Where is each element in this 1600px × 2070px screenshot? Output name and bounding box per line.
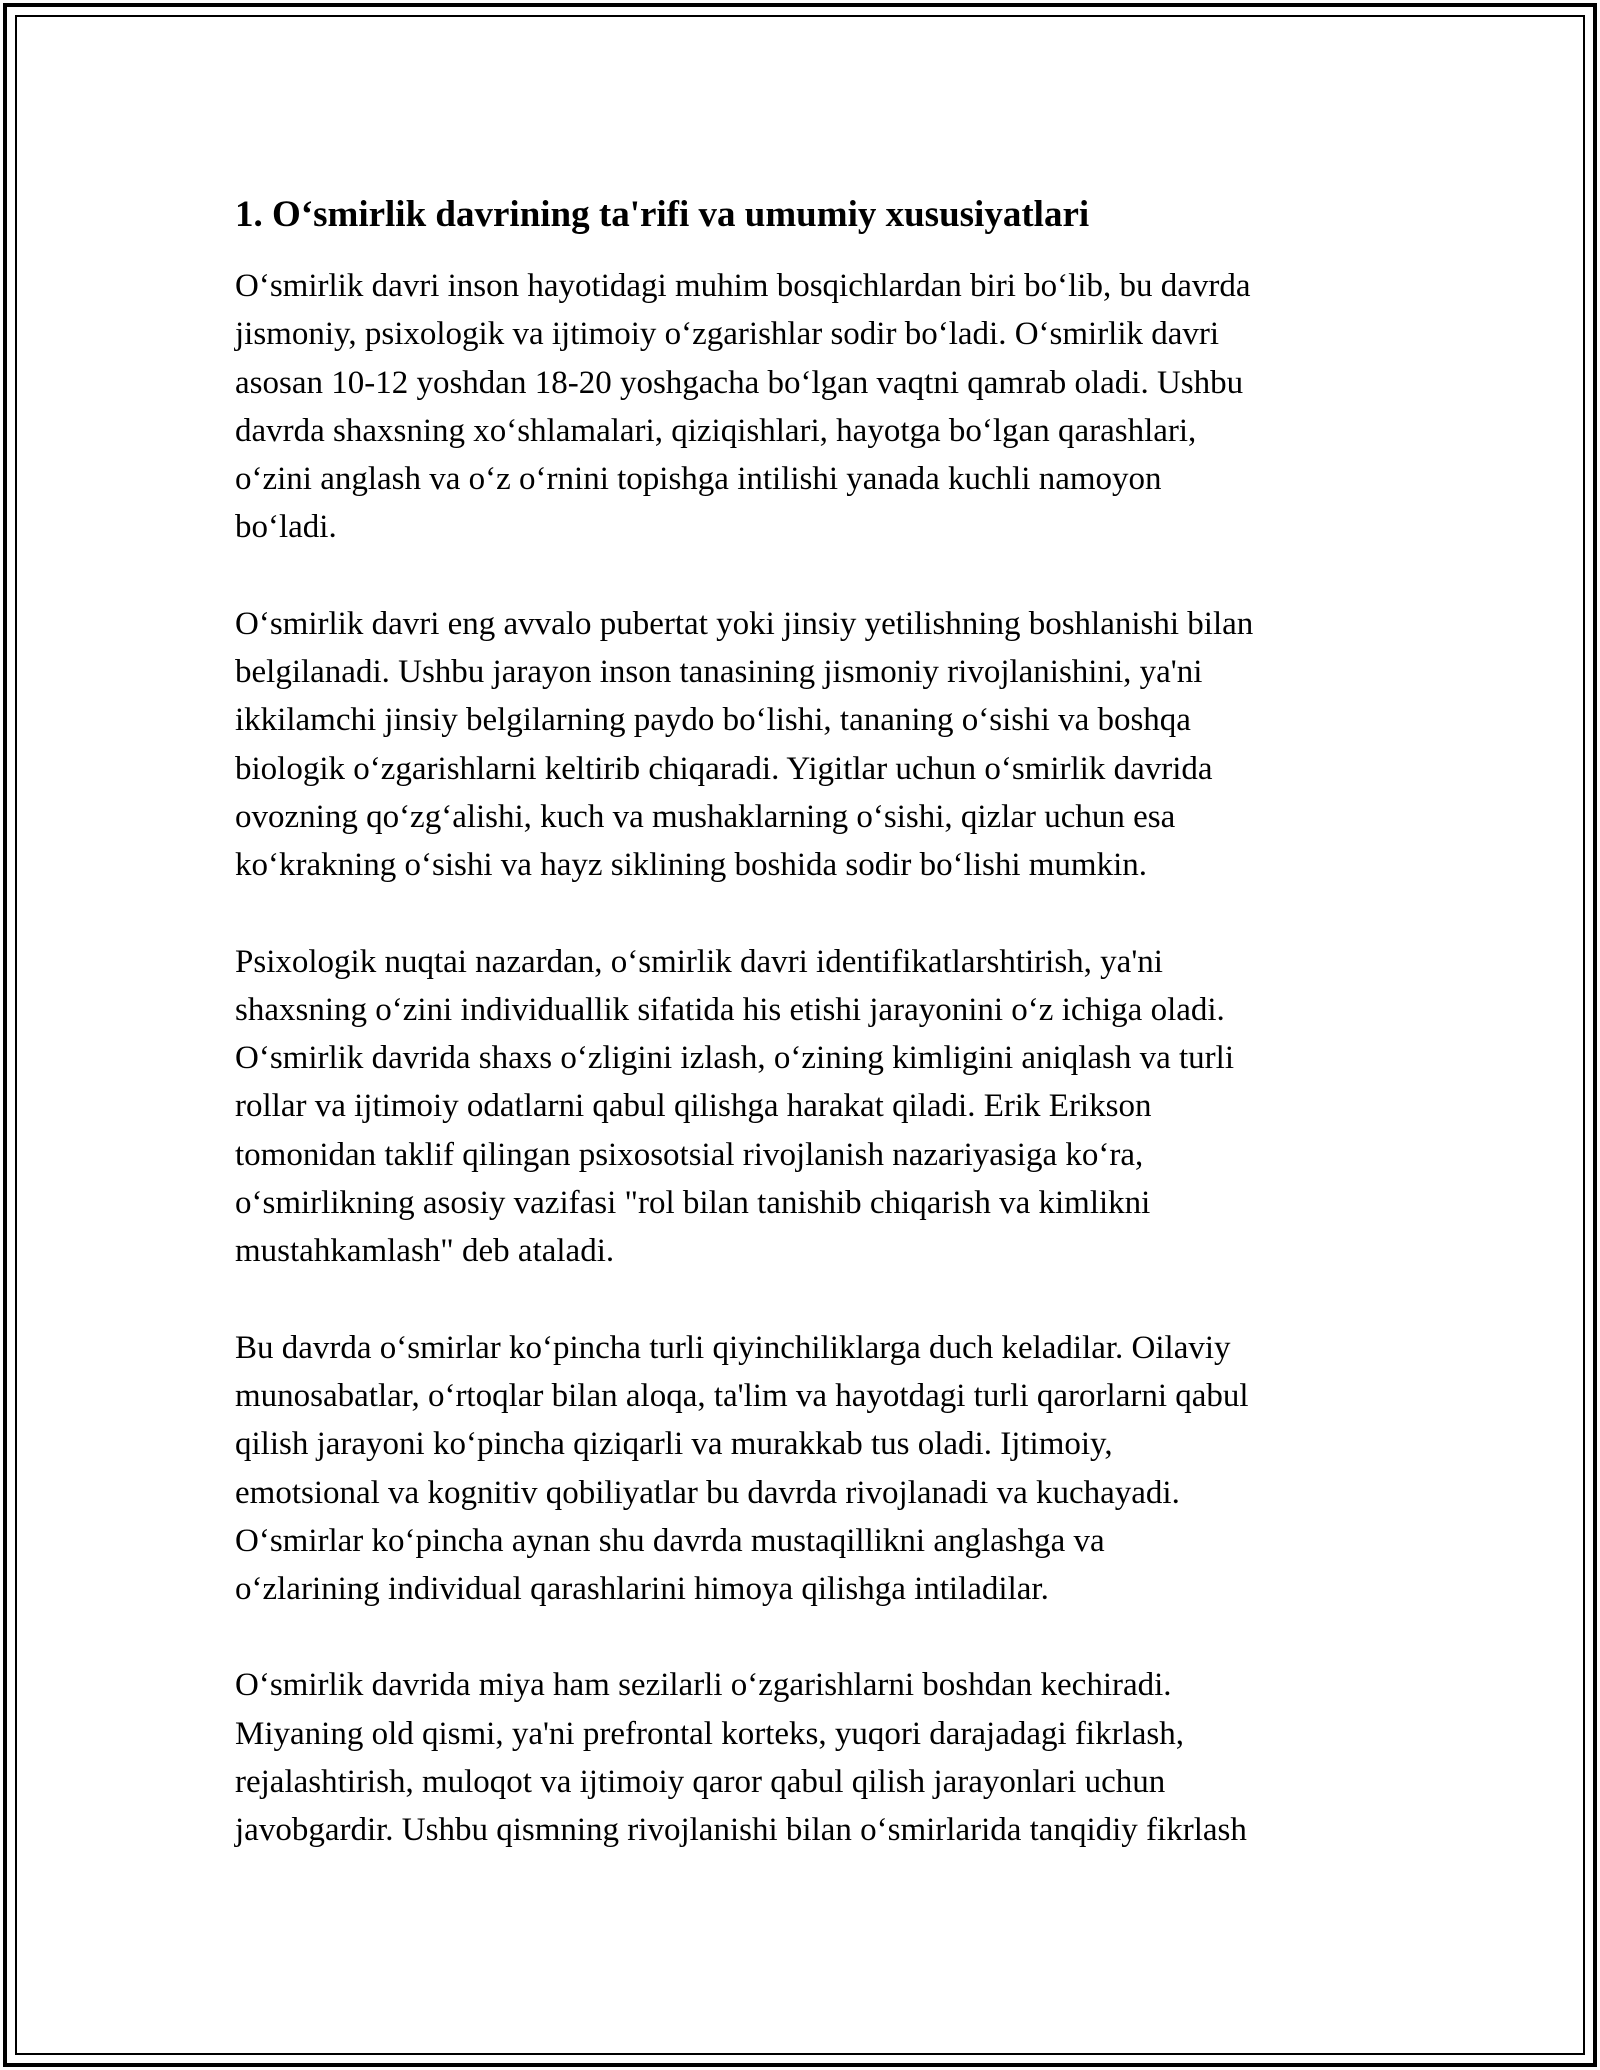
text-line: rollar va ijtimoiy odatlarni qabul qilishga harakat qiladi. Erik Erikson: [235, 1088, 1152, 1125]
text-line: O‘smirlik davrida shaxs o‘zligini izlash, o‘zining kimligini aniqlash va turli: [235, 1040, 1234, 1077]
text-line: belgilanadi. Ushbu jarayon inson tanasining jismoniy rivojlanishini, ya'ni: [235, 654, 1203, 691]
text-line: O‘smirlik davrida miya ham sezilarli o‘zgarishlarni boshdan kechiradi.: [235, 1667, 1172, 1704]
section-heading: 1. O‘smirlik davrining ta'rifi va umumiy xususiyatlari: [235, 194, 1090, 235]
text-line: davrda shaxsning xo‘shlamalari, qiziqishlari, hayotga bo‘lgan qarashlari,: [235, 412, 1197, 449]
text-line: bo‘ladi.: [235, 509, 337, 546]
paragraph: [235, 262, 1375, 552]
text-line: munosabatlar, o‘rtoqlar bilan aloqa, ta'lim va hayotdagi turli qarorlarni qabul: [235, 1377, 1249, 1414]
text-line: O‘smirlar ko‘pincha aynan shu davrda mustaqillikni anglashga va: [235, 1522, 1105, 1559]
paragraph: [235, 1661, 1375, 1854]
text-line: qilish jarayoni ko‘pincha qiziqarli va murakkab tus oladi. Ijtimoiy,: [235, 1426, 1113, 1463]
text-line: O‘smirlik davri eng avvalo pubertat yoki jinsiy yetilishning boshlanishi bilan: [235, 605, 1254, 642]
text-line: biologik o‘zgarishlarni keltirib chiqaradi. Yigitlar uchun o‘smirlik davrida: [235, 750, 1213, 787]
text-line: tomonidan taklif qilingan psixosotsial rivojlanish nazariyasiga ko‘ra,: [235, 1136, 1144, 1173]
paragraph: [235, 1324, 1375, 1614]
paragraph: [235, 938, 1375, 1276]
text-line: jismoniy, psixologik va ijtimoiy o‘zgarishlar sodir bo‘ladi. O‘smirlik davri: [235, 316, 1220, 353]
text-line: ko‘krakning o‘sishi va hayz siklining boshida sodir bo‘lishi mumkin.: [235, 847, 1148, 884]
text-line: o‘zini anglash va o‘z o‘rnini topishga intilishi yanada kuchli namoyon: [235, 461, 1162, 498]
text-line: shaxsning o‘zini individuallik sifatida his etishi jarayonini o‘z ichiga oladi.: [235, 991, 1225, 1028]
document-body: [235, 190, 1375, 1903]
text-line: ovozning qo‘zg‘alishi, kuch va mushaklarning o‘sishi, qizlar uchun esa: [235, 798, 1176, 835]
text-line: Bu davrda o‘smirlar ko‘pincha turli qiyinchiliklarga duch keladilar. Oilaviy: [235, 1329, 1231, 1366]
text-line: asosan 10-12 yoshdan 18-20 yoshgacha bo‘lgan vaqtni qamrab oladi. Ushbu: [235, 364, 1244, 401]
text-line: rejalashtirish, muloqot va ijtimoiy qaror qabul qilish jarayonlari uchun: [235, 1764, 1166, 1801]
paragraph: [235, 600, 1375, 890]
text-line: O‘smirlik davri inson hayotidagi muhim bosqichlardan biri bo‘lib, bu davrda: [235, 268, 1251, 304]
text-line: mustahkamlash" deb ataladi.: [235, 1233, 615, 1270]
text-line: ikkilamchi jinsiy belgilarning paydo bo‘lishi, tananing o‘sishi va boshqa: [235, 702, 1191, 739]
text-line: o‘zlarining individual qarashlarini himoya qilishga intiladilar.: [235, 1571, 1049, 1608]
text-line: javobgardir. Ushbu qismning rivojlanishi bilan o‘smirlarida tanqidiy fikrlash: [235, 1812, 1247, 1849]
text-line: Psixologik nuqtai nazardan, o‘smirlik davri identifikatlarshtirish, ya'ni: [235, 943, 1163, 980]
text-line: Miyaning old qismi, ya'ni prefrontal korteks, yuqori darajadagi fikrlash,: [235, 1715, 1184, 1752]
text-line: emotsional va kognitiv qobiliyatlar bu davrda rivojlanadi va kuchayadi.: [235, 1474, 1180, 1511]
text-line: o‘smirlikning asosiy vazifasi "rol bilan tanishib chiqarish va kimlikni: [235, 1185, 1151, 1222]
